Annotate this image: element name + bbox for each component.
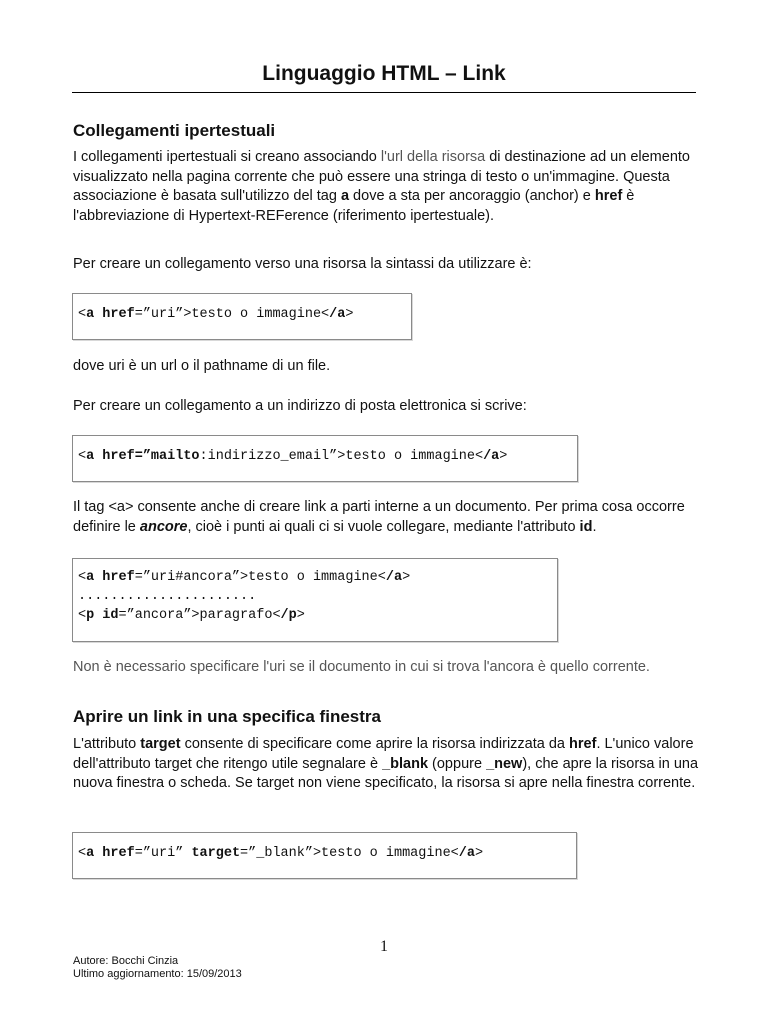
code-box-target [72, 832, 577, 879]
code-line: <a href=”uri” target=”_blank”>testo o immagine</a> [78, 846, 484, 861]
mail-intro: Per creare un collegamento a un indirizzo di posta elettronica si scrive: [73, 398, 527, 414]
intro-paragraph: I collegamenti ipertestuali si creano associando l'url della risorsa di destinazione ad un elemento visualizzato nella pagina corrente che può essere una stringa di testo o un'immagine. Questa associazione è basata sull'utilizzo del tag a dove a sta per ancoraggio (anchor) e href è l'abbreviazione di Hypertext-REFerence (riferimento ipertestuale). [73, 149, 690, 224]
section-heading-finestra: Aprire un link in una specifica finestra [73, 707, 381, 726]
code-line: <a href=”mailto:indirizzo_email”>testo o immagine</a> [78, 449, 508, 464]
code-line: ...................... [78, 589, 257, 604]
title-underline [72, 92, 696, 93]
footer-author: Autore: Bocchi Cinzia [73, 955, 179, 967]
uri-note: dove uri è un url o il pathname di un file. [73, 358, 331, 374]
section-heading-collegamenti: Collegamenti ipertestuali [73, 121, 276, 140]
target-paragraph: L'attributo target consente di specificare come aprire la risorsa indirizzata da href. L'unico valore dell'attributo target che ritengo utile segnalare è _blank (oppure _new), che apre la risorsa in una nuova finestra o scheda. Se target non viene specificato, la risorsa si apre nella finestra corrente. [73, 736, 699, 791]
code-box-mailto [72, 435, 578, 482]
anchor-note: Non è necessario specificare l'uri se il documento in cui si trova l'ancora è quello corrente. [73, 659, 650, 675]
code-box-link-syntax [72, 293, 412, 340]
code-line: <a href=”uri#ancora”>testo o immagine</a> [78, 570, 411, 585]
code-line: <p id=”ancora”>paragrafo</p> [78, 608, 305, 623]
syntax-intro: Per creare un collegamento verso una risorsa la sintassi da utilizzare è: [73, 256, 532, 272]
code-box-anchor [72, 558, 558, 642]
anchor-paragraph: Il tag <a> consente anche di creare link a parti interne a un documento. Per prima cosa occorre definire le ancore, cioè i punti ai quali ci si vuole collegare, mediante l'attributo id. [73, 499, 685, 535]
code-line: <a href=”uri”>testo o immagine</a> [78, 307, 354, 322]
page-number: 1 [380, 938, 388, 955]
footer-updated: Ultimo aggiornamento: 15/09/2013 [73, 968, 242, 980]
document-title: Linguaggio HTML – Link [262, 62, 506, 85]
